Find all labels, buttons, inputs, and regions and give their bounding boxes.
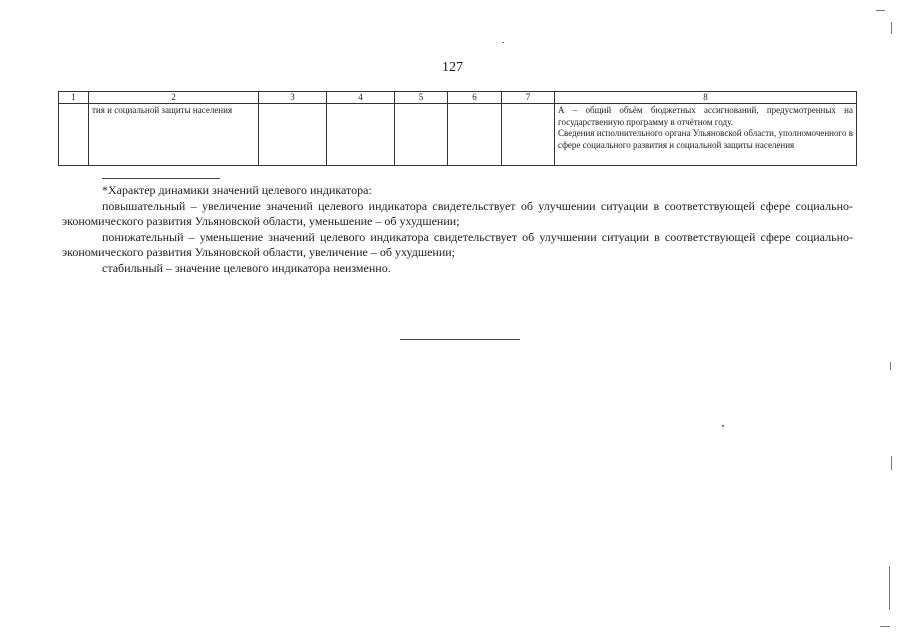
footnote-block [62,183,853,276]
footnote-stable: стабильный – значение целевого индикатора неизменно. [102,260,391,275]
cell-col-3 [259,104,327,166]
footnote-decreasing: понижательный – уменьшение значений целевого индикатора свидетельствует об улучшении ситуации в соответствующей сфере социально-экономического развития Ульяновской области, увеличение – об ухудшении; [62,229,853,259]
cell-col-6 [448,104,502,166]
table-row [59,104,857,166]
cell-col-5 [395,104,448,166]
scan-mark [722,425,724,427]
scan-mark [891,456,892,470]
page-number: 127 [442,60,463,75]
footnote-increasing: повышательный – увеличение значений целевого индикатора свидетельствует об улучшении ситуации в соответствующей сфере социально-экономического развития Ульяновской области, уменьшение – об ухудшении; [62,198,853,228]
column-header-7: 7 [502,92,555,104]
column-header-8: 8 [555,92,857,104]
indicator-table [58,91,857,166]
cell-col-1 [59,104,89,166]
footnote-separator [102,178,220,179]
cell-col-2: тия и социальной защиты населения [89,104,259,166]
cell-col-8 [555,104,857,166]
scan-mark [891,22,892,34]
footnote-title: *Характер динамики значений целевого индикатора: [102,183,372,197]
column-header-1: 1 [59,92,89,104]
scan-mark [876,10,885,11]
column-header-4: 4 [327,92,395,104]
cell-col-8-line-2: Сведения исполнительного органа Ульяновской области, уполномоченного в сфере социального развития и социальной защиты населения [558,128,853,150]
scan-mark [890,362,891,370]
column-header-5: 5 [395,92,448,104]
column-header-2: 2 [89,92,259,104]
scan-mark [889,566,890,610]
table-header-row [59,92,857,104]
cell-col-8-line-1: А – общий объём бюджетных ассигнований, предусмотренных на государственную программу в отчётном году. [558,105,853,127]
cell-col-7 [502,104,555,166]
scan-mark [880,626,890,627]
column-header-6: 6 [448,92,502,104]
cell-col-4 [327,104,395,166]
scan-mark [502,42,504,43]
end-of-section-rule [400,339,520,340]
column-header-3: 3 [259,92,327,104]
